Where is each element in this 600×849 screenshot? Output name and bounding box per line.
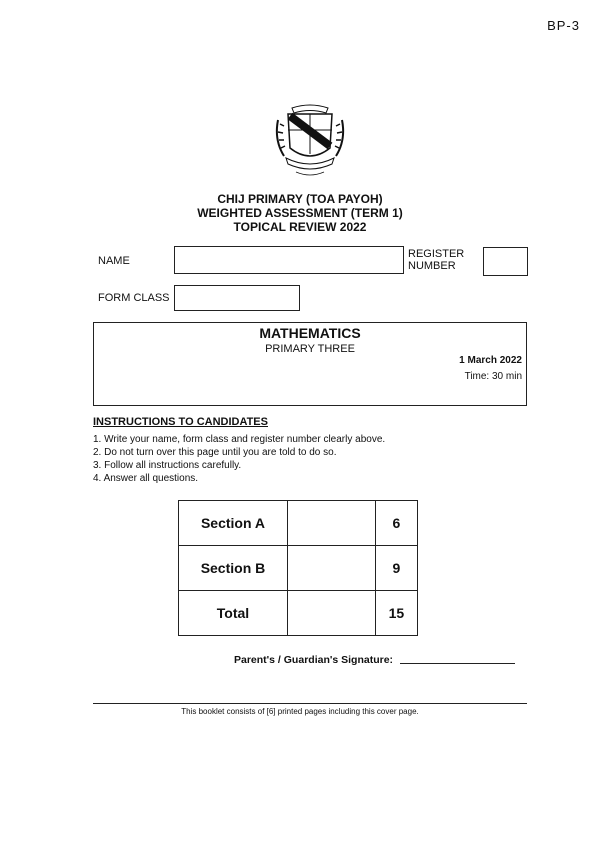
- instruction-item: 1. Write your name, form class and register number clearly above.: [93, 434, 386, 445]
- register-number-label: REGISTER NUMBER: [408, 248, 465, 272]
- section-label: Total: [179, 591, 288, 636]
- table-row: [179, 501, 418, 546]
- school-crest-logo: [270, 100, 350, 182]
- section-label: Section B: [179, 546, 288, 591]
- subject-box: [93, 322, 527, 406]
- signature-label: Parent's / Guardian's Signature:: [234, 654, 394, 666]
- form-class-field[interactable]: [174, 285, 300, 311]
- footer-note: This booklet consists of [6] printed pages including this cover page.: [181, 707, 419, 716]
- table-row: [179, 591, 418, 636]
- total-marks: 9: [375, 546, 417, 591]
- subject-title: MATHEMATICS: [259, 325, 361, 341]
- exam-duration: Time: 30 min: [464, 371, 522, 382]
- instructions-list: [93, 433, 385, 485]
- exam-date: 1 March 2022: [459, 355, 522, 366]
- form-class-label: FORM CLASS: [98, 292, 170, 304]
- name-label: NAME: [98, 255, 130, 267]
- score-table: [178, 500, 418, 636]
- total-marks: 6: [375, 501, 417, 546]
- instructions-heading: INSTRUCTIONS TO CANDIDATES: [93, 416, 268, 428]
- table-row: [179, 546, 418, 591]
- score-entry-cell[interactable]: [287, 546, 375, 591]
- instruction-item: 3. Follow all instructions carefully.: [93, 460, 242, 471]
- subject-level: PRIMARY THREE: [265, 343, 355, 355]
- instruction-item: 4. Answer all questions.: [93, 473, 199, 484]
- register-number-field[interactable]: [483, 247, 528, 276]
- score-entry-cell[interactable]: [287, 501, 375, 546]
- section-label: Section A: [179, 501, 288, 546]
- paper-code: BP-3: [547, 18, 580, 33]
- instruction-item: 2. Do not turn over this page until you are told to do so.: [93, 447, 337, 458]
- footer-divider: [93, 703, 527, 704]
- school-name: CHIJ PRIMARY (TOA PAYOH): [217, 192, 383, 206]
- score-entry-cell[interactable]: [287, 591, 375, 636]
- review-title: TOPICAL REVIEW 2022: [233, 220, 367, 234]
- total-marks: 15: [375, 591, 417, 636]
- assessment-title: WEIGHTED ASSESSMENT (TERM 1): [197, 206, 403, 220]
- signature-line[interactable]: [400, 663, 515, 664]
- name-field[interactable]: [174, 246, 404, 274]
